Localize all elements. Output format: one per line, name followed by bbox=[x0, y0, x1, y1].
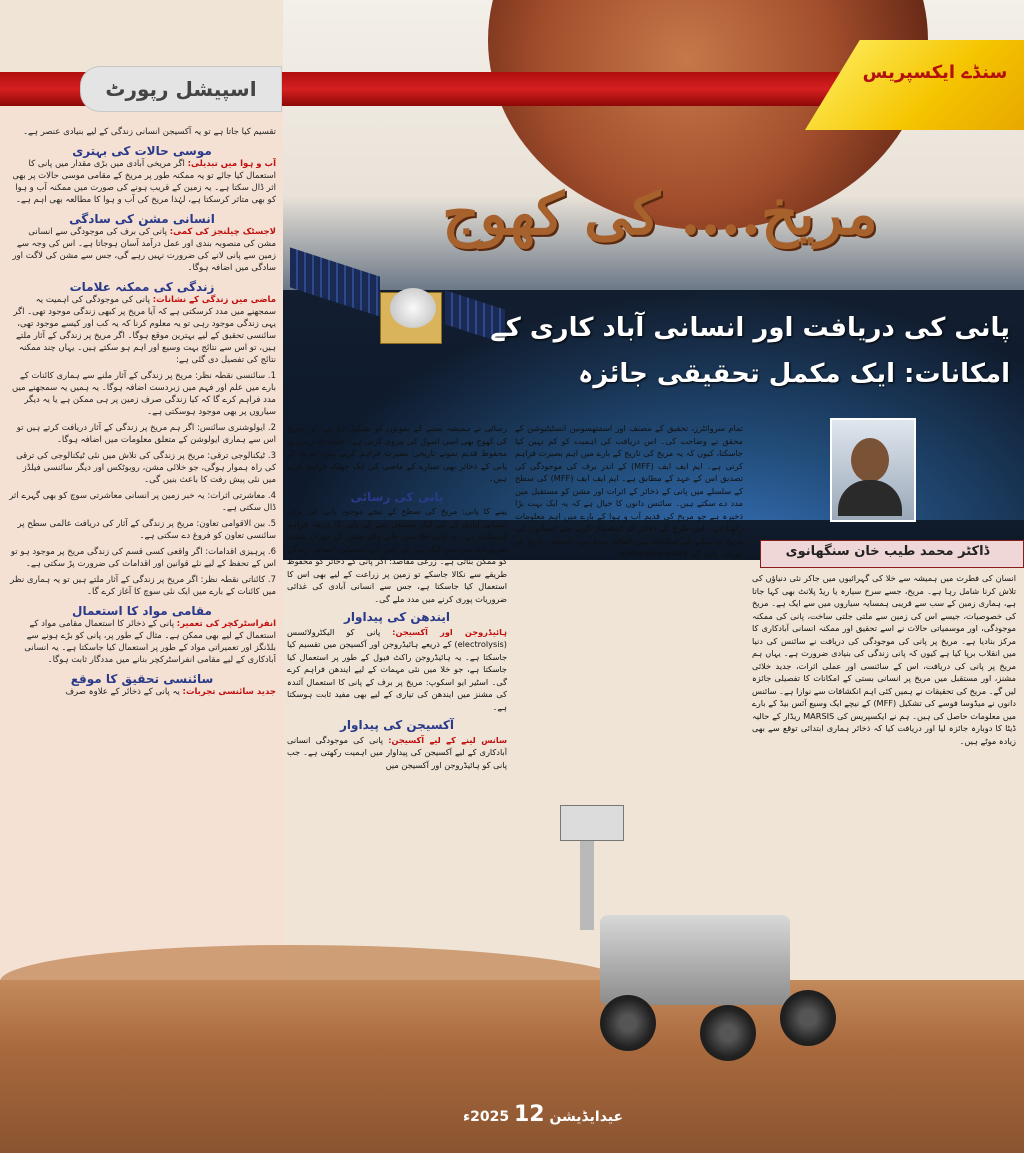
rover-camera-head bbox=[560, 805, 624, 841]
sidebar-text: پانی کی موجودگی کی اہمیت یہ سمجھنے میں مدد کرسکتی ہے کہ آیا مریخ پر کبھی زندگی موجود تھی۔ اگر یہی زندگی موجود رہی تو یہ معلوم کرنا کہ یہ کب اور کیسے موجود تھی، سائنسی تحقیق کے لیے بہترین موقع ہوگا۔ اگر مریخ پر زندگی کے آثار ملتے ہیں، تو اس سے نتائج بہت وسیع اور اہم ہو سکتے ہیں۔ یہاں چند ممکنہ نتائج کی تفصیل دی گئی ہے: bbox=[13, 295, 276, 365]
sidebar-lead: جدید سائنسی تجربات: bbox=[182, 687, 276, 697]
sidebar-heading: سائنسی تحقیق کا موقع bbox=[70, 672, 214, 686]
subtitle-line: پانی کی دریافت اور انسانی آباد کاری کے bbox=[490, 313, 1010, 343]
sidebar-text: پانی کے ذخائر کا استعمال مقامی مواد کے استعمال کے لیے بھی ممکن ہے۔ مثال کے طور پر، پانی کو بڑے ہونے سے بلڈنگز اور تعمیراتی مواد کے طور پر استعمال کیا جاسکتا ہے۔ یہ انسانی آبادکاری کے لیے مقامی انفراسٹرکچر بنانے میں مددگار ثابت ہوگا۔ bbox=[24, 619, 276, 665]
sidebar-text: پانی کی برف کی موجودگی سے انسانی مشن کی منصوبہ بندی اور عمل درآمد آسان ہوجاتا ہے۔ اس کی وجہ سے زمین سے پانی لانے کی ضرورت نہیں رہے گی، جس سے مشن کی لاگت اور سادگی میں اضافہ ہوگا۔ bbox=[12, 227, 276, 273]
article-column-1 bbox=[752, 572, 1016, 1012]
footer-year: 2025ء bbox=[462, 1109, 510, 1125]
sidebar-paragraph bbox=[8, 618, 276, 666]
sidebar-paragraph bbox=[8, 226, 276, 274]
section-tab: اسپیشل رپورٹ bbox=[80, 66, 282, 112]
article-column-3 bbox=[287, 422, 507, 982]
rover-wheel bbox=[600, 995, 656, 1051]
column-text: پینے کا پانی: مریخ کی سطح کے نیچے موجود پانی کی برف انسانی آبادی کے لیے ایک مستقل پینے کے پانی کا ذریعہ فراہم کرسکتی ہے۔ یہ پانی خلا میں جانے والے مشن کے دوران بنیادی ضروریات میں سے ایک ہے، اور اس کی دستیابی انسانی زندگی کو ممکن بناتی ہے۔ زرعی مقاصد: اگر پانی کے ذخائر کو محفوظ طریقے سے نکالا جاسکے تو زمین پر زراعت کے لیے بھی اس کا استعمال کیا جاسکتا ہے، جس سے انسانی آبادی کی غذائی ضروریات پوری کرنے میں مدد ملے گی۔ bbox=[287, 506, 507, 604]
page-title: مریخ.... کی کھوج bbox=[442, 180, 878, 248]
rover-wheel bbox=[780, 990, 836, 1046]
sidebar-point: 7. کائناتی نقطہ نظر: اگر مریخ پر زندگی کے آثار ملتے ہیں تو یہ ہماری نظر میں کائنات کے بارے میں ایک نئی سوچ کا آغاز کرے گا۔ bbox=[10, 575, 276, 597]
column-text: انسان کی فطرت میں ہمیشہ سے خلا کی گہرائیوں میں جاکر نئی دنیاؤں کی تلاش کرنا شامل رہا ہے۔ مریخ، جسے سرخ سیارہ یا ریڈ پلانٹ بھی کہا جاتا ہے، ہماری زمین کے سب سے قریبی ہمسایہ سیاروں میں سے ایک ہے۔ مریخ کی خصوصیات، جیسے اس کی زمین سے ملتی جلتی ساخت، پانی کی ممکنہ موجودگی، اور موسمیاتی حالات نے اسے تحقیق اور ممکنہ انسانی آبادکاری کا مرکز بنادیا ہے۔ مریخ پر پانی کی موجودگی کی دریافت نے سائنس کی دنیا میں انقلاب برپا کیا ہے کیوں کہ پانی زندگی کی بنیادی ضرورت ہے۔ یہاں ہم مریخ پر پانی کی دریافت، اس کے سائنسی اور عملی اثرات، جدید خلائی مشنز، اور مستقبل میں مریخ پر انسانی بستی کے امکانات کا تفصیلی جائزہ لیں گے۔ مریخ کی تحقیقات نے ہمیں کئی اہم انکشافات سے نوازا ہے۔ سائنس دانوں نے میڈوسا فوسے کی تشکیل (MFF) کے نیچے ایک وسیع آئس بیڈ کے بارے میں معلومات حاصل کی ہیں۔ ہم نے ایکسپریس کی MARSIS ریڈار کے حالیہ ڈیٹا کا دوبارہ جائزہ لیا اور دریافت کیا کہ ذخائر ہماری ابتدائی توقع سے بھی زیادہ موٹے ہیں۔ bbox=[752, 573, 1016, 746]
sidebar-lead: ماضی میں زندگی کے نشانات: bbox=[152, 295, 276, 305]
sidebar-lead: انفراسٹرکچر کی تعمیر: bbox=[176, 619, 276, 629]
subtitle-line: امکانات: ایک مکمل تحقیقی جائزہ bbox=[578, 359, 1010, 389]
sidebar-intro: تقسیم کیا جاتا ہے تو یہ آکسیجن انسانی زندگی کے لیے بنیادی عنصر ہے۔ bbox=[23, 127, 276, 137]
sidebar-lead: لاجسٹک چیلنجز کی کمی: bbox=[169, 227, 276, 237]
sidebar-point: 4. معاشرتی اثرات: یہ خبر زمین پر انسانی معاشرتی سوچ کو بھی گہرے اثر ڈال سکتی ہے۔ bbox=[9, 491, 276, 513]
sidebar-lead: آب و ہوا میں تبدیلی: bbox=[187, 159, 276, 169]
article-column-2 bbox=[515, 422, 743, 977]
page-subtitle bbox=[350, 305, 1010, 415]
author-face bbox=[851, 438, 889, 482]
column-heading: آکسیجن کی پیداوار bbox=[339, 718, 455, 732]
column-text: پانی کی موجودگی انسانی آبادکاری کے لیے آکسیجن کی پیداوار میں اہمیت رکھتی ہے۔ جب پانی کو ہائیڈروجن اور آکسیجن میں bbox=[287, 734, 507, 770]
column-text: تمام سروائٹرز، تحقیق کے مصنف اور اسمتھسونین انسٹیٹیوشن کے محقق نے وضاحت کی۔ اس دریافت کی اہمیت کو کم نہیں کیا جاسکتا، کیوں کہ یہ مریخ کی تاریخ کے بارے میں اہم بصیرت فراہم کرتی ہے۔ ایم ایف ایف (MFF) کے اندر برف کی موجودگی کی تصدیق اس کے عہد کے مطابق ہے۔ ایم ایف ایف (MFF) کی سطح کے سلسلے میں پانی کے ذخائر کے اثرات اور مشن کو مستقبل میں مدد دے سکتے ہیں۔ سائنس دانوں کا خیال ہے کہ یہ ایک بہت بڑا ذخیرہ ہے جو مریخ کی قدیم آب و ہوا کے بارے میں اہم معلومات رکھتا ہے۔ اس طرح کے ذخائر کو استعمال کرنے سے انسانوں کی مریخ پر بہانے کے امکانات میں اضافہ ہوتا ہے۔ انسانی تاریخ کے دوران، پانی کی bbox=[515, 423, 743, 558]
page-number: 12 bbox=[513, 1102, 545, 1127]
sidebar-point: 2. ایولوشنری سائنس: اگر ہم مریخ پر زندگی کے آثار دریافت کرتے ہیں تو اس سے ہماری ایولوشن کے متعلق معلومات میں اضافہ ہوگا۔ bbox=[16, 423, 276, 445]
rover-wheel bbox=[700, 1005, 756, 1061]
column-lead: سانس لینے کے لیے آکسیجن: bbox=[388, 734, 507, 745]
sidebar-point: 5. بین الاقوامی تعاون: مریخ پر زندگی کے آثار کی دریافت عالمی سطح پر سائنسی تعاون کو فروغ دے سکتی ہے۔ bbox=[17, 519, 276, 541]
sidebar-point: 6. پرہیزی اقدامات: اگر واقعی کسی قسم کی زندگی مریخ پر موجود ہو تو اس کے تحفظ کے لیے نئے قوانین اور اقدامات کی ضرورت پڑ سکتی ہے۔ bbox=[10, 547, 276, 569]
sidebar-heading: مقامی مواد کا استعمال bbox=[72, 604, 212, 618]
sidebar-paragraph bbox=[8, 294, 276, 366]
sidebar-text: اگر مریخی آبادی میں بڑی مقدار میں پانی کا استعمال کیا جائے تو یہ ممکنہ طور پر مریخ کے مقامی موسی حالات پر بھی اثر ڈال سکتا ہے۔ یہ زمین کے قریب ہونے کی صورت میں ممکنہ آب و ہوا کو بھی متاثر کرسکتا ہے، لہٰذا مریخ کی آب و ہوا کا مطالعہ بھی اہم ہے۔ bbox=[12, 159, 276, 205]
column-heading: پانی کی رسائی bbox=[350, 489, 444, 504]
page-footer bbox=[428, 1102, 658, 1130]
rover-body bbox=[600, 915, 790, 1005]
sidebar-content bbox=[8, 126, 276, 1006]
sidebar-point: 3. ٹیکنالوجی ترقی: مریخ پر زندگی کی تلاش میں نئی ٹیکنالوجی کی ترقی کی راہ ہموار ہوگی، جو خلائی مشن، روبوٹکس اور دیگر سائنسی فیلڈز میں نئی پیش رفت کا باعث بنیں گی۔ bbox=[16, 451, 276, 485]
column-intro: رسائی نے ہمیشہ بسنے کے نمونوں کو تشکیل دیا ہے، اور مریخ کی کھوج بھی اسی اصول کی پیروی کرتی ہے۔ جیسا کہ زمین پر محفوظ قدیم نمونے تاریخی بصیرت فراہم کرتے ہیں، مریخ کے پانی کے ذخائر بھی سیارے کے ماضی کی ایک جھلک فراہم کرتے ہیں۔ bbox=[287, 423, 507, 483]
logo-text: سنڈے ایکسپریس bbox=[862, 62, 1008, 83]
column-lead: ہائیڈروجن اور آکسیجن: bbox=[392, 626, 507, 637]
sidebar-text: یہ پانی کے ذخائر کے علاوہ صرف bbox=[65, 687, 180, 697]
footer-edition: عیدایڈیشن bbox=[549, 1109, 624, 1125]
column-note: scienceplanetary bbox=[618, 548, 689, 558]
column-heading: ایندھن کی پیداوار bbox=[344, 610, 450, 624]
sidebar-heading: زندگی کی ممکنہ علامات bbox=[69, 280, 215, 294]
author-name: ڈاکٹر محمد طیب خان سنگھانوی bbox=[785, 544, 990, 559]
sidebar-heading: انسانی مشن کی سادگی bbox=[69, 212, 215, 226]
sidebar-paragraph bbox=[8, 158, 276, 206]
column-text: پانی کو الیکٹرولائسس (electrolysis) کے ذریعے ہائیڈروجن اور آکسیجن میں تقسیم کیا جاسکتا ہے۔ یہ ہائیڈروجن راکٹ فیول کے طور پر استعمال کیا جاسکتا ہے، جو خلا میں نئی مہمات کے لیے ایندھن فراہم کرے گی۔ اسٹیر ایو اسکوپ: مریخ پر برف کے پانی کا استعمال آئندہ کی مشنز میں ایندھن کی تیاری کے لیے بھی مفید ثابت ہوسکتا ہے۔ bbox=[287, 626, 507, 712]
sidebar-paragraph bbox=[8, 686, 276, 698]
sidebar-heading: موسی حالات کی بہتری bbox=[72, 144, 212, 158]
sidebar-point: 1. سائنسی نقطہ نظر: مریخ پر زندگی کے آثار ملنے سے ہماری کائنات کے بارے میں علم اور فہم میں زبردست اضافہ ہوگا۔ یہ ہمیں یہ سمجھنے میں مدد فراہم کرے گا کہ کیا زندگی صرف زمین پر ہی ممکن ہے یا یہ دیگر سیاروں پر بھی موجود ہوسکتی ہے۔ bbox=[12, 371, 276, 417]
